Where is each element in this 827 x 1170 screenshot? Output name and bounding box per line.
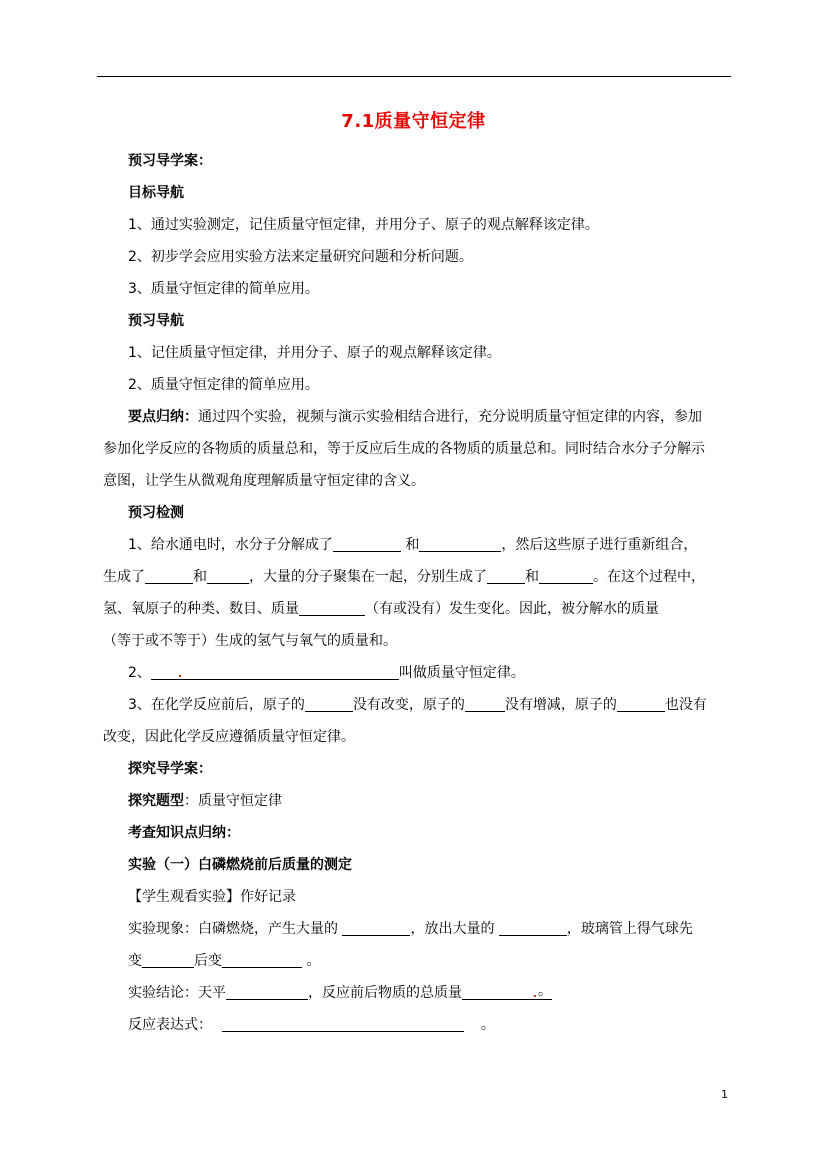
experiment-1-title: 实验（一）白磷燃烧前后质量的测定	[128, 857, 352, 873]
answer-blank[interactable]: 。	[462, 983, 552, 1000]
key-points-text: 通过四个实验，视频与演示实验相结合进行，充分说明质量守恒定律的内容，参加	[198, 409, 702, 425]
explore-type-line: 探究题型：质量守恒定律	[128, 793, 282, 809]
knowledge-section-title: 考查知识点归纳：	[128, 825, 240, 841]
answer-blank[interactable]	[539, 567, 593, 584]
answer-blank[interactable]	[333, 535, 401, 552]
page-title: 7.1质量守恒定律	[341, 111, 486, 132]
question-3-line-1: 3、在化学反应前后，原子的 没有改变，原子的 没有增减，原子的 也没有	[128, 697, 707, 713]
answer-blank[interactable]	[142, 951, 194, 968]
answer-blank[interactable]	[226, 983, 308, 1000]
header-rule	[97, 76, 731, 77]
answer-blank[interactable]	[299, 599, 365, 616]
page-number: 1	[721, 1088, 728, 1101]
answer-blank[interactable]	[419, 535, 501, 552]
answer-blank[interactable]	[305, 695, 353, 712]
goal-item: 2、初步学会应用实验方法来定量研究问题和分析问题。	[128, 249, 473, 265]
question-1-line-4: （等于或不等于）生成的氢气与氧气的质量和。	[103, 633, 397, 649]
answer-blank[interactable]	[222, 1015, 464, 1032]
question-1-line-3: 氢、氧原子的种类、数目、质量 （有或没有）发生变化。因此，被分解水的质量	[103, 601, 659, 617]
question-1-line-2: 生成了 和 ，大量的分子聚集在一起，分别生成了 和 。在这个过程中，	[103, 569, 705, 585]
goal-section-title: 目标导航	[128, 185, 184, 201]
preview-nav-item: 1、记住质量守恒定律，并用分子、原子的观点解释该定律。	[128, 345, 501, 361]
answer-blank[interactable]	[222, 951, 302, 968]
key-points-line: 意图，让学生从微观角度理解质量守恒定律的含义。	[103, 473, 425, 489]
preview-nav-title: 预习导航	[128, 313, 184, 329]
preview-test-title: 预习检测	[128, 505, 184, 521]
goal-item: 1、通过实验测定，记住质量守恒定律，并用分子、原子的观点解释该定律。	[128, 217, 599, 233]
question-1-line-1: 1、给水通电时，水分子分解成了 和 ，然后这些原子进行重新组合，	[128, 537, 698, 553]
conclusion-line: 实验结论：天平 ，反应前后物质的总质量 。	[128, 983, 552, 1001]
phenomenon-line-2: 变 后变 。	[128, 953, 321, 969]
stray-mark	[179, 675, 181, 677]
key-points-line	[103, 401, 733, 433]
answer-blank[interactable]	[487, 567, 525, 584]
answer-blank[interactable]	[342, 919, 410, 936]
question-2-line: 2、 叫做质量守恒定律。	[128, 665, 525, 681]
stray-mark	[534, 995, 536, 997]
observe-instruction: 【学生观看实验】作好记录	[128, 889, 296, 905]
answer-blank[interactable]	[145, 567, 193, 584]
key-points-line: 参加化学反应的各物质的质量总和，等于反应后生成的各物质的质量总和。同时结合水分子分解示	[103, 441, 705, 457]
document-body	[103, 145, 733, 1041]
question-3-line-2: 改变，因此化学反应遵循质量守恒定律。	[103, 729, 355, 745]
preview-nav-item: 2、质量守恒定律的简单应用。	[128, 377, 319, 393]
answer-blank[interactable]	[151, 663, 399, 680]
expression-line: 反应表达式： 。	[128, 1017, 495, 1033]
preview-section-title: 预习导学案：	[128, 153, 212, 169]
answer-blank[interactable]	[465, 695, 505, 712]
answer-blank[interactable]	[207, 567, 249, 584]
phenomenon-line-1: 实验现象：白磷燃烧，产生大量的 ，放出大量的 ，玻璃管上得气球先	[128, 921, 693, 937]
explore-section-title: 探究导学案：	[128, 761, 212, 777]
answer-blank[interactable]	[499, 919, 567, 936]
key-points-label: 要点归纳：	[128, 409, 198, 425]
goal-item: 3、质量守恒定律的简单应用。	[128, 281, 319, 297]
answer-blank[interactable]	[617, 695, 665, 712]
